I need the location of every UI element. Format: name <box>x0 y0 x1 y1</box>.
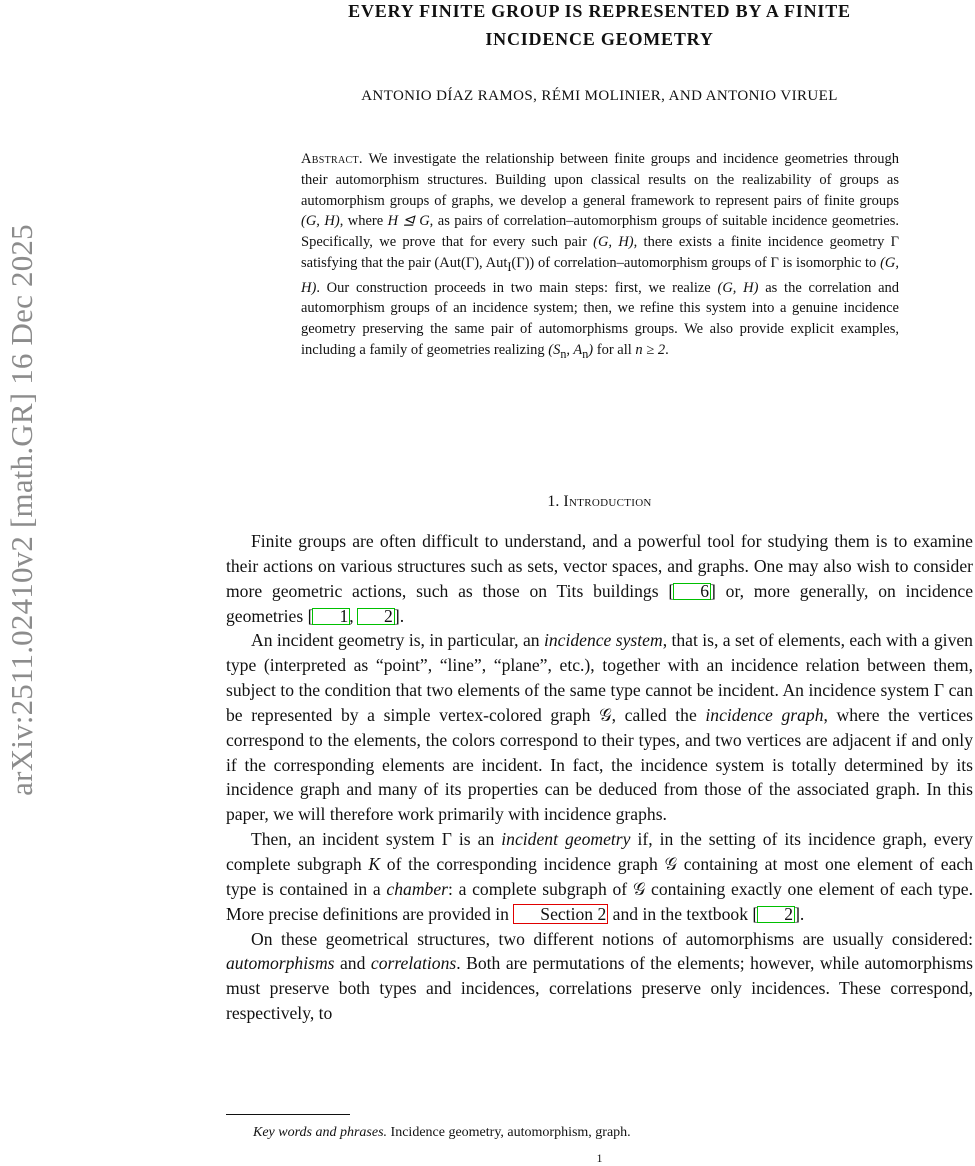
abstract <box>301 149 899 365</box>
arxiv-stamp <box>2 115 42 905</box>
math: (G, H) <box>301 213 340 230</box>
abstract-text: We investigate the relationship between finite groups and incidence geometries through their automorphism structures. Building upon classical results on the realizability of groups as automorphism groups of graphs, we develop a general framework to represent pairs of finite groups <box>301 151 899 209</box>
author-list: ANTONIO DÍAZ RAMOS, RÉMI MOLINIER, AND ANTONIO VIRUEL <box>361 88 838 104</box>
emphasis: automorphisms <box>226 953 335 974</box>
body-text: ]. <box>794 903 805 924</box>
body-text: Then, an incident system Γ is an <box>251 829 502 850</box>
emphasis: incidence system <box>543 630 663 651</box>
math: (G, H) <box>717 279 759 296</box>
paragraph-4 <box>226 927 973 1026</box>
body-text: of the corresponding incidence graph 𝒢 containing at most one element of each type is contained in a <box>226 853 973 899</box>
body-text: ] or, more generally, on incidence geometries [ <box>226 580 974 626</box>
body-text: On these geometrical structures, two different notions of automorphisms are usually considered: <box>251 928 973 949</box>
body-text: and <box>334 953 371 974</box>
math: (S <box>548 342 561 359</box>
paper-title <box>226 0 973 53</box>
citation-link[interactable]: 1 <box>312 608 350 625</box>
abstract-text: , there exists a finite incidence geometry Γ satisfying that the pair <box>301 234 900 271</box>
body-text: An incident geometry is, in particular, an <box>251 630 544 651</box>
math: , A <box>566 342 583 359</box>
emphasis: correlations <box>370 953 457 974</box>
body-text: ]. <box>393 605 405 626</box>
body-text: and in the textbook [ <box>608 903 759 924</box>
paragraph-3 <box>226 827 973 926</box>
footnote-text: Incidence geometry, automorphism, graph. <box>387 1125 631 1140</box>
math: (G, H) <box>301 254 899 296</box>
math: K <box>368 853 381 874</box>
body-text: Finite groups are often difficult to understand, and a powerful tool for studying them is to examine their actions on various structures such as sets, vector spaces, and graphs. One may also wish to consider more geometric actions, such as those on Tits buildings [ <box>226 531 973 601</box>
paper-page <box>226 0 973 1165</box>
abstract-text: . Our construction proceeds in two main steps: first, we realize <box>316 279 718 296</box>
title-line-2: INCIDENCE GEOMETRY <box>485 29 714 49</box>
emphasis: incident geometry <box>501 829 631 850</box>
math-subscript: n <box>560 346 567 361</box>
abstract-text: . <box>665 342 669 359</box>
introduction-body <box>226 529 973 1026</box>
paragraph-2 <box>226 628 973 827</box>
section-2-link[interactable]: Section 2 <box>513 904 608 924</box>
body-text: if, in the setting of its incidence graph, every complete subgraph <box>226 829 973 874</box>
abstract-label: Abstract. <box>301 151 363 167</box>
math: (Aut(Γ), Aut <box>434 254 508 271</box>
math: (G, H) <box>593 234 634 251</box>
math: H ⊴ G <box>387 213 430 230</box>
body-text: . Both are permutations of the elements; however, while automorphisms must preserve both types and incidences, correlations preserve only incidences. These correspond, respectively, to <box>226 953 973 1024</box>
math: ) <box>588 342 594 359</box>
citation-link[interactable]: 2 <box>757 906 795 923</box>
math: n ≥ 2 <box>635 342 666 359</box>
citation-link[interactable]: 6 <box>673 583 711 600</box>
page-number: 1 <box>596 1151 603 1165</box>
math-subscript: n <box>582 346 589 361</box>
body-text: , where the vertices correspond to the elements, the colors correspond to their types, and two vertices are adjacent if and only if the corresponding elements are incident. In fact, the incidence system is totally determined by its incidence graph and many of its properties can be deduced from those of the associated graph. In this paper, we will therefore work primarily with incidence graphs. <box>226 704 973 825</box>
title-line-1: EVERY FINITE GROUP IS REPRESENTED BY A FINITE <box>348 1 851 21</box>
abstract-text: , where <box>339 213 388 230</box>
math-subscript: I <box>507 259 512 274</box>
section-number: 1. <box>547 493 560 510</box>
emphasis: incidence graph <box>705 704 824 725</box>
footnote-label: Key words and phrases. <box>253 1125 388 1140</box>
abstract-text: of correlation–automorphism groups of Γ is isomorphic to <box>534 254 881 271</box>
body-text: : a complete subgraph of 𝒢 containing exactly one element of each type. More precise definitions are provided in <box>226 878 973 924</box>
footnote <box>253 1125 631 1141</box>
body-text: , that is, a set of elements, each with a given type (interpreted as “point”, “line”, “plane”, etc.), together with an incidence relation between them, subject to the condition that two elements of the same type cannot be incident. An incidence system Γ can be represented by a simple vertex-colored graph 𝒢, called the <box>226 630 973 725</box>
citation-link[interactable]: 2 <box>357 608 395 625</box>
abstract-text: , as pairs of correlation–automorphism groups of suitable incidence geometries. Specifically, we prove that for every such pair <box>301 213 900 251</box>
emphasis: chamber <box>386 878 448 899</box>
math: (Γ)) <box>511 254 535 271</box>
body-text: , <box>349 605 359 626</box>
section-title: Introduction <box>563 493 652 510</box>
paragraph-1 <box>226 529 973 628</box>
footnote-rule <box>226 1114 350 1115</box>
arxiv-stamp-text: arXiv:2511.02410v2 [math.GR] 16 Dec 2025 <box>4 224 39 796</box>
section-heading-introduction <box>226 493 973 511</box>
abstract-text: as the correlation and automorphism groups of an incidence system; then, we refine this system into a genuine incidence geometry preserving the same pair of automorphisms groups. We also provide explicit examples, including a family of geometries realizing <box>301 279 900 359</box>
abstract-text: for all <box>593 342 636 359</box>
